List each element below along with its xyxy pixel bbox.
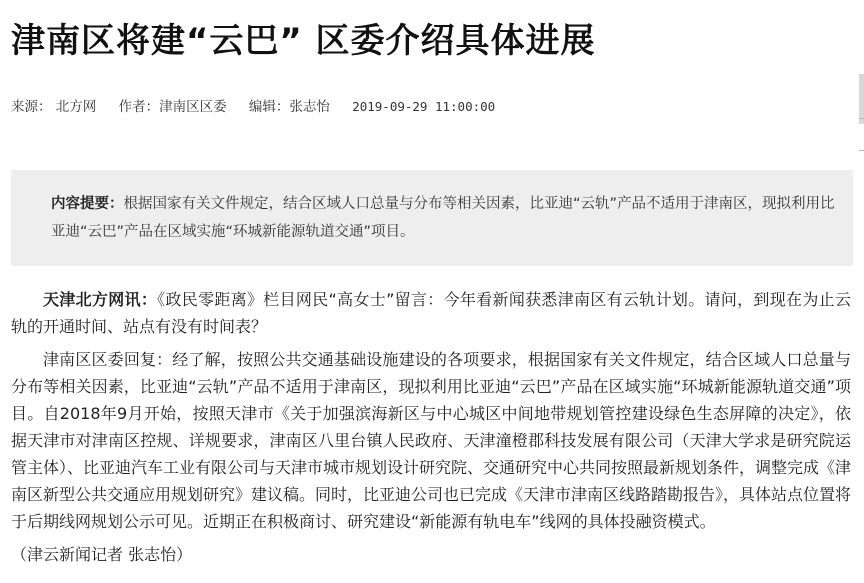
article-meta xyxy=(11,97,513,117)
article-body xyxy=(11,286,851,574)
source-label: 来源： 北方网 xyxy=(11,99,97,115)
summary-label: 内容提要： xyxy=(51,196,124,212)
article-title: 津南区将建“云巴” 区委介绍具体进展 xyxy=(11,21,596,61)
summary-text: 根据国家有关文件规定，结合区域人口总量与分布等相关因素，比亚迪“云轨”产品不适用于津南区，现拟利用比亚迪“云巴”产品在区域实施“环城新能源轨道交通”项目。 xyxy=(51,196,835,240)
paragraph xyxy=(11,286,851,340)
paragraph-text: （津云新闻记者 张志怡） xyxy=(11,545,193,564)
editor-label: 编辑：张志怡 xyxy=(248,99,330,115)
scrollbar-tick xyxy=(859,150,864,151)
scrollbar[interactable] xyxy=(859,74,864,124)
scrollbar-tick xyxy=(859,118,864,119)
paragraph-lead: 天津北方网讯： xyxy=(43,290,158,309)
paragraph-text: 津南区区委回复：经了解，按照公共交通基础设施建设的各项要求，根据国家有关文件规定，结合区域人口总量与分布等相关因素，比亚迪“云轨”产品不适用于津南区，现拟利用比亚迪“云巴”产品在区域实施“环城新能源轨道交通”项目。自2018年9月开始，按照天津市《关于加强滨海新区与中心城区中间地带规划管控建设绿色生态屏障的决定》，依据天津市对津南区控规、详规要求，津南区八里台镇人民政府、天津潼橙郡科技发展有限公司（天津大学求是研究院运管主体）、比亚迪汽车工业有限公司与天津市城市规划设计研究院、交通研究中心共同按照最新规划条件，调整完成《津南区新型公共交通应用规划研究》建议稿。同时，比亚迪公司也已完成《天津市津南区线路踏勘报告》，具体站点位置将于后期线网规划公示可见。近期正在积极商讨、研究建设“新能源有轨电车”线网的具体投融资模式。 xyxy=(11,350,852,531)
paragraph-text: 《政民零距离》栏目网民“高女士”留言：今年看新闻获悉津南区有云轨计划。请问，到现在为止云轨的开通时间、站点有没有时间表？ xyxy=(11,290,851,336)
paragraph xyxy=(11,541,851,568)
author-label: 作者：津南区区委 xyxy=(118,99,227,115)
paragraph xyxy=(11,346,851,535)
publish-time: 2019-09-29 11:00:00 xyxy=(352,99,496,114)
summary-box xyxy=(11,170,853,266)
